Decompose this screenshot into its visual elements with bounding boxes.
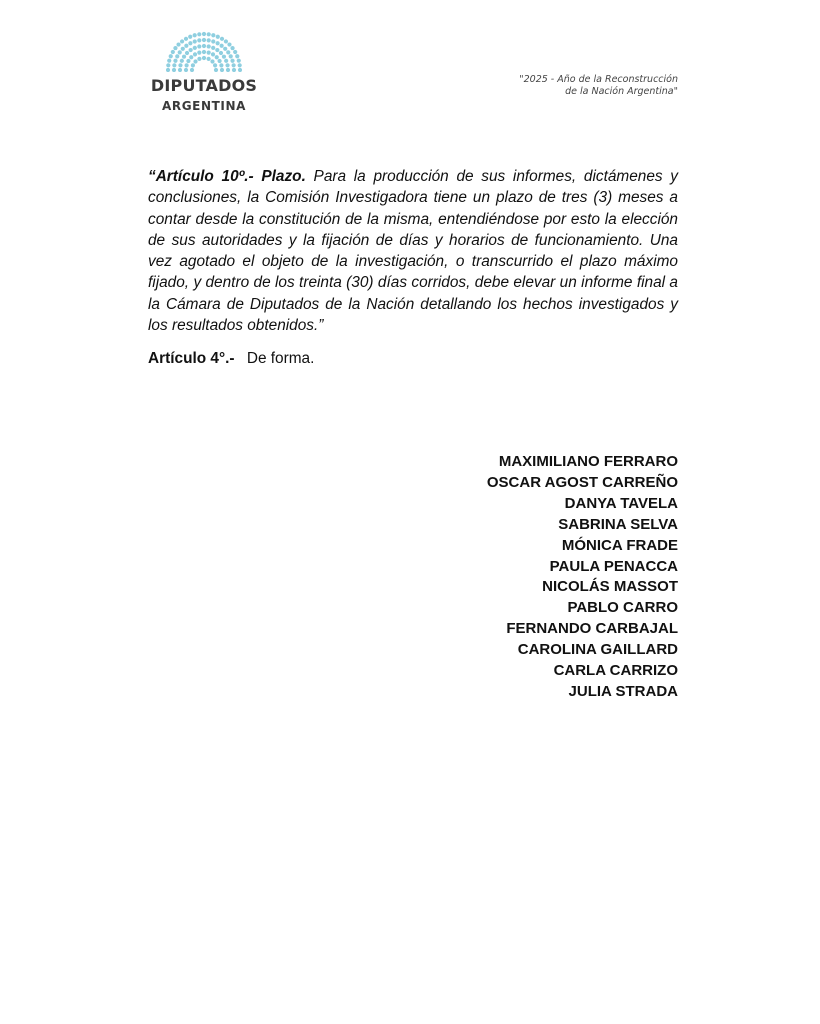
hemicycle-seat [202, 56, 206, 60]
hemicycle-seat [232, 63, 236, 67]
hemicycle-seat [226, 68, 230, 72]
hemicycle-seat [193, 46, 197, 50]
hemicycle-seat [232, 68, 236, 72]
hemicycle-seat [230, 46, 234, 50]
hemicycle-seat [167, 59, 171, 63]
hemicycle-seat [188, 35, 192, 39]
hemicycle-seat [191, 63, 195, 67]
hemicycle-seat [197, 51, 201, 55]
hemicycle-seat [216, 35, 220, 39]
hemicycle-seat [185, 51, 189, 55]
hemicycle-seat [220, 68, 224, 72]
hemicycle-seat [219, 51, 223, 55]
hemicycle-seat [190, 68, 194, 72]
hemicycle-seat [220, 37, 224, 41]
hemicycle-seat [197, 38, 201, 42]
hemicycle-seat [206, 57, 210, 61]
hemicycle-seat [235, 54, 239, 58]
hemicycle-seat [213, 63, 217, 67]
hemicycle-seat [230, 59, 234, 63]
hemicycle-seat [214, 68, 218, 72]
hemicycle-seat [238, 68, 242, 72]
header-motto [519, 74, 678, 98]
hemicycle-seat [210, 59, 214, 63]
signatories-list [487, 452, 678, 703]
article-10-heading: “Artículo 10º.- Plazo. [148, 168, 306, 185]
hemicycle-seat [173, 59, 177, 63]
hemicycle-seat [216, 41, 220, 45]
hemicycle-seat [207, 51, 211, 55]
hemicycle-seat [178, 68, 182, 72]
hemicycle-seat [237, 59, 241, 63]
logo-country: ARGENTINA [162, 99, 246, 113]
hemicycle-seat [182, 55, 186, 59]
hemicycle-seat [222, 55, 226, 59]
hemicycle-seat [224, 39, 228, 43]
hemicycle-seat [202, 38, 206, 42]
hemicycle-seat [181, 47, 185, 51]
signatory: SABRINA SELVA [558, 515, 678, 533]
hemicycle-seat [207, 44, 211, 48]
hemicycle-seat [211, 46, 215, 50]
motto-line-2: de la Nación Argentina" [565, 86, 678, 97]
hemicycle-seat [171, 50, 175, 54]
hemicycle-seat [193, 52, 197, 56]
hemicycle-seat [202, 32, 206, 36]
signatory: PABLO CARRO [567, 599, 678, 617]
hemicycle-seat [169, 54, 173, 58]
signatory: CAROLINA GAILLARD [517, 641, 678, 659]
hemicycle-seat [166, 63, 170, 67]
hemicycle-seat [227, 42, 231, 46]
hemicycle-seat [220, 44, 224, 48]
hemicycle-seat [202, 50, 206, 54]
hemicycle-seat [175, 54, 179, 58]
hemicycle-icon [166, 28, 242, 72]
motto-line-1: "2025 - Año de la Reconstrucción [519, 74, 678, 85]
hemicycle-seat [197, 44, 201, 48]
hemicycle-seat [223, 47, 227, 51]
hemicycle-seat [215, 55, 219, 59]
hemicycle-seat [189, 55, 193, 59]
article-4-paragraph [148, 348, 314, 369]
hemicycle-seat [233, 50, 237, 54]
hemicycle-seat [219, 63, 223, 67]
article-4-text: De forma. [242, 350, 315, 367]
hemicycle-seat [178, 63, 182, 67]
hemicycle-seat [173, 46, 177, 50]
signatory: PAULA PENACCA [549, 557, 678, 575]
hemicycle-seat [215, 48, 219, 52]
signatory: FERNANDO CARBAJAL [506, 620, 678, 638]
hemicycle-seat [217, 59, 221, 63]
hemicycle-seat [197, 32, 201, 36]
hemicycle-seat [176, 42, 180, 46]
diputados-logo [148, 28, 268, 113]
hemicycle-seat [172, 68, 176, 72]
hemicycle-seat [229, 54, 233, 58]
hemicycle-seat [207, 32, 211, 36]
hemicycle-seat [202, 44, 206, 48]
signatory: MÓNICA FRADE [561, 536, 678, 554]
hemicycle-seat [226, 50, 230, 54]
hemicycle-seat [193, 33, 197, 37]
hemicycle-seat [197, 57, 201, 61]
hemicycle-seat [224, 59, 228, 63]
hemicycle-seat [188, 41, 192, 45]
article-4-heading: Artículo 4°.- [148, 350, 235, 367]
signatory: MAXIMILIANO FERRARO [498, 453, 678, 470]
signatory: NICOLÁS MASSOT [542, 578, 678, 596]
hemicycle-seat [238, 63, 242, 67]
logo-name: DIPUTADOS [150, 76, 258, 95]
hemicycle-seat [211, 52, 215, 56]
hemicycle-seat [211, 33, 215, 37]
hemicycle-seat [180, 39, 184, 43]
hemicycle-seat [207, 38, 211, 42]
signatory: JULIA STRADA [568, 682, 678, 700]
hemicycle-seat [185, 63, 189, 67]
signatory: DANYA TAVELA [564, 494, 678, 512]
hemicycle-seat [189, 48, 193, 52]
signatory: CARLA CARRIZO [553, 662, 678, 680]
hemicycle-seat [186, 59, 190, 63]
hemicycle-seat [184, 68, 188, 72]
hemicycle-seat [211, 39, 215, 43]
hemicycle-seat [193, 59, 197, 63]
hemicycle-seat [184, 44, 188, 48]
article-10-paragraph [148, 166, 678, 336]
hemicycle-seat [193, 39, 197, 43]
hemicycle-seat [172, 63, 176, 67]
signatory: OSCAR AGOST CARREÑO [486, 473, 678, 491]
hemicycle-seat [180, 59, 184, 63]
hemicycle-seat [166, 68, 170, 72]
article-10-text: Para la producción de sus informes, dictámenes y conclusiones, la Comisión Investigadora tiene un plazo de tres (3) meses a contar desde la constitución de la misma, entendiéndose por esto la elección de sus autoridades y la fijación de días y horarios de funcionamiento. Una vez agotado el objeto de la investigación, o transcurrido el plazo máximo fijado, y dentro de los treinta (30) días corridos, debe elevar un informe final a la Cámara de Diputados de la Nación detallando los hechos investigados y los resultados obtenidos.” [148, 168, 678, 335]
hemicycle-seat [178, 50, 182, 54]
hemicycle-seat [225, 63, 229, 67]
hemicycle-seat [184, 37, 188, 41]
